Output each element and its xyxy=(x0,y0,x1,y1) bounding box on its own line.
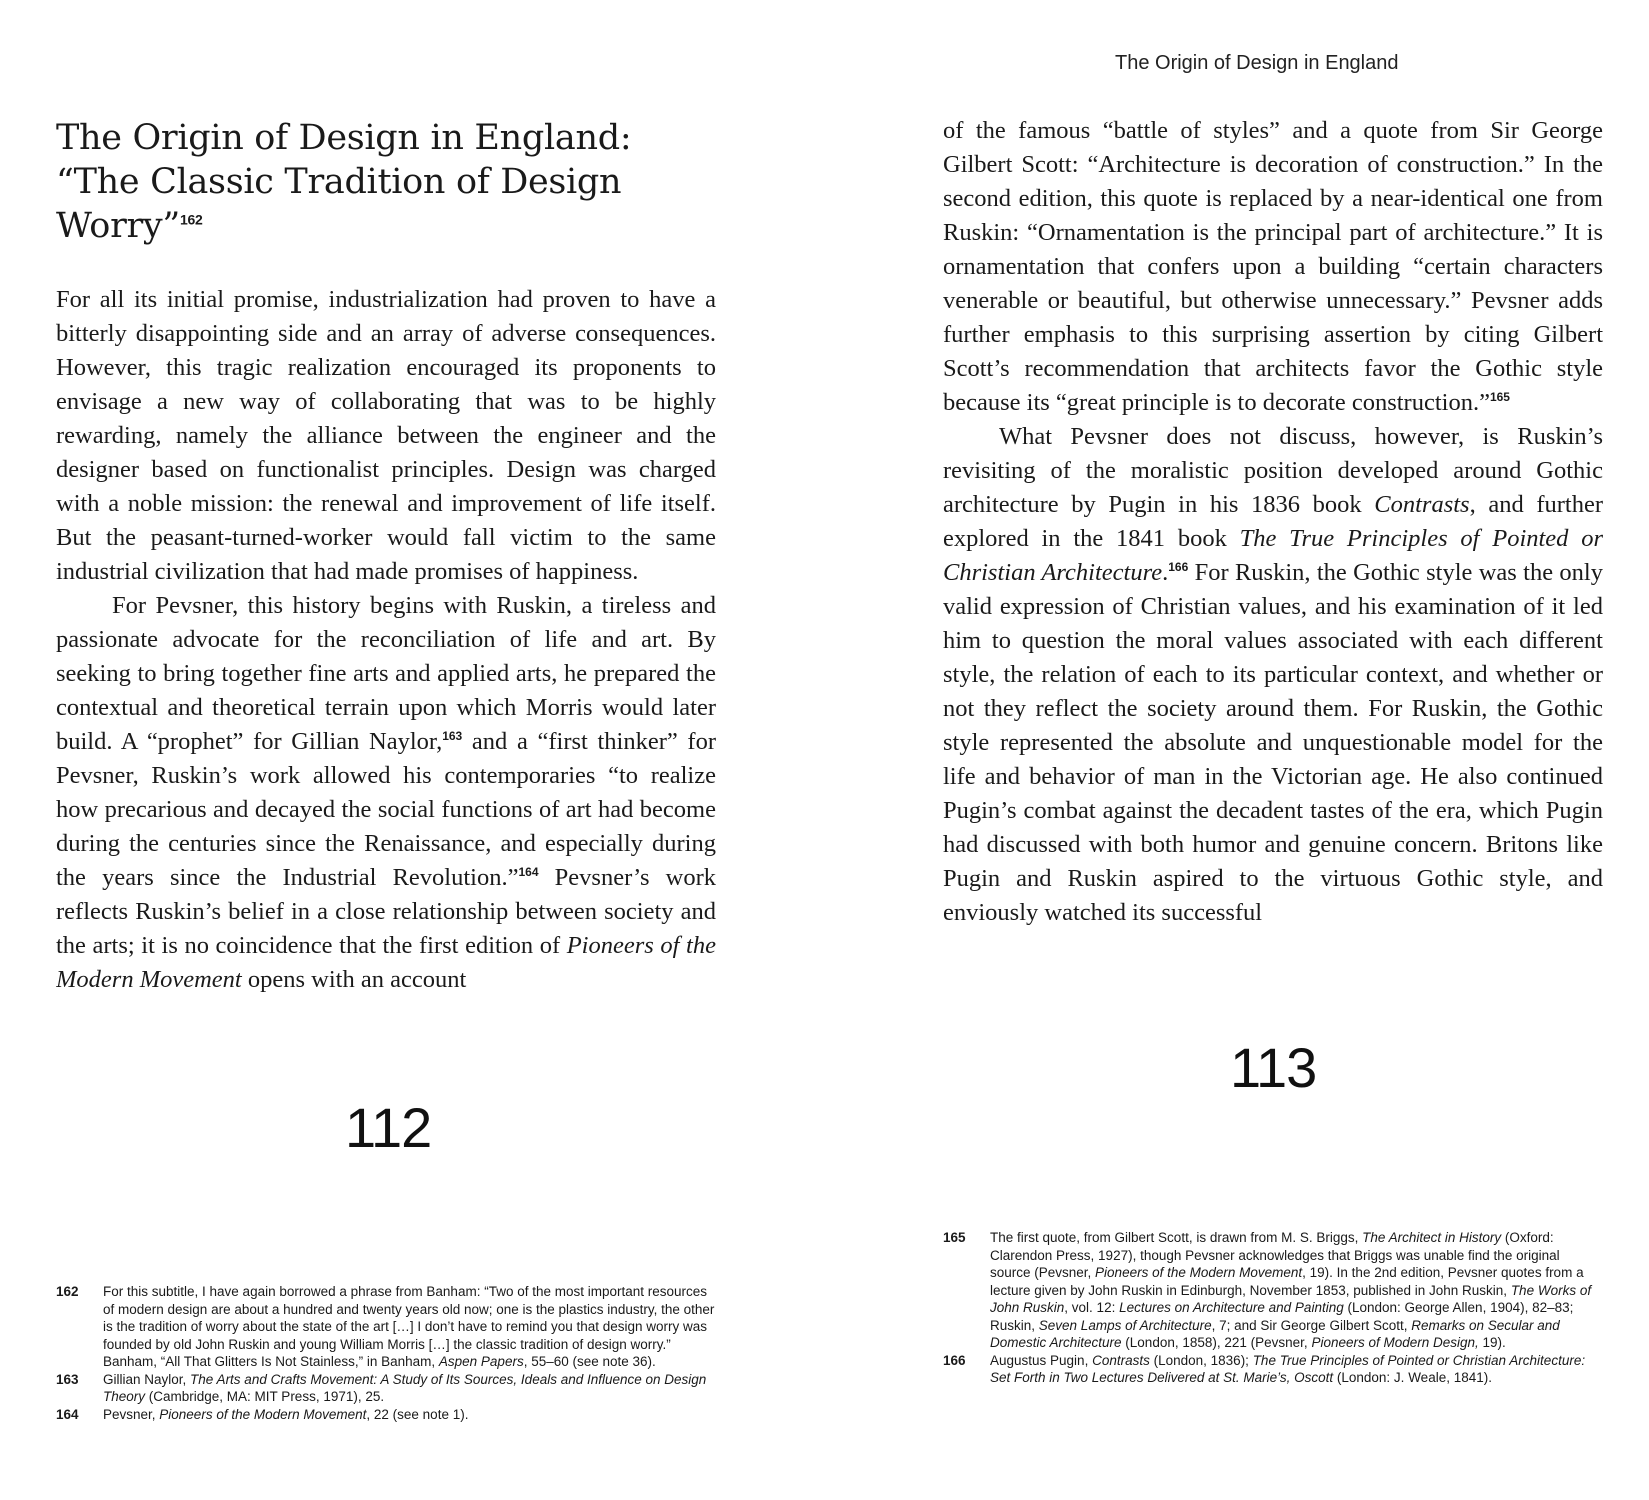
footnote-ref-162[interactable]: 162 xyxy=(180,211,203,228)
paragraph: of the famous “battle of styles” and a quote from Sir George Gilbert Scott: “Architecture is decoration of construction.” In the second edition, this quote is replaced by a near-identical one from Ruskin: “Ornamentation is the principal part of architecture.” It is ornamentation that confers upon a building “certain characters venerable or beautiful, but otherwise unnecessary.” Pevsner adds further emphasis to this surprising assertion by citing Gilbert Scott’s recommendation that architects favor the Gothic style because its “great principle is to decorate construction.”$^{165}$ xyxy=(943,117,1603,416)
footnote-number: 165 xyxy=(943,1230,966,1245)
footnote-ref-163[interactable]: 163 xyxy=(442,728,463,743)
title-line-3: Worry” xyxy=(56,206,180,246)
book-title: Contrasts xyxy=(1374,491,1470,518)
footnotes xyxy=(56,1283,716,1423)
title-line-2: “The Classic Tradition of Design xyxy=(56,162,622,202)
chapter-title xyxy=(56,116,756,248)
title-line-1: The Origin of Design in England: xyxy=(56,118,632,158)
footnote-166: 166 Augustus Pugin, Contrasts (London, 1836); The True Principles of Pointed or Christian Architecture: Set Forth in Two Lectures Delivered at St. Marie’s, Oscott (London: J. Weale, 1841). xyxy=(943,1352,1586,1385)
footnote-ref-165[interactable]: 165 xyxy=(1489,389,1510,404)
footnote-162: 162 For this subtitle, I have again borrowed a phrase from Banham: “Two of the most important resources of modern design are about a hundred and twenty years old now; one is the plastics industry, the other is the tradition of worry about the state of the art […] I don’t have to remind you that design worry was founded by old John Ruskin and young William Morris […] the classic tradition of design worry.” Banham, “All That Glitters Is Not Stainless,” in Banham, Aspen Papers, 55–60 (see note 36). xyxy=(56,1284,715,1369)
page-number: 113 xyxy=(1230,1036,1317,1099)
paragraph: What Pevsner does not discuss, however, is Ruskin’s revisiting of the moralistic position developed around Gothic architecture by Pugin in his 1836 book Contrasts, and further explored in the 1841 book The True Principles of Pointed or Christian Architecture.$^{166}$ For Ruskin, the Gothic style was the only valid expression of Christian values, and his examination of it led him to question the moral values associated with each different style, the relation of each to its particular context, and whether or not they reflect the society around them. For Ruskin, the Gothic style represented the absolute and unquestionable model for the life and behavior of man in the Victorian age. He also continued Pugin’s combat against the decadent tastes of the era, which Pugin had discussed with both humor and genuine concern. Britons like Pugin and Ruskin aspired to the virtuous Gothic style, and enviously watched its successful xyxy=(943,423,1603,926)
footnote-163: 163 Gillian Naylor, The Arts and Crafts Movement: A Study of Its Sources, Ideals and Influence on Design Theory (Cambridge, MA: MIT Press, 1971), 25. xyxy=(56,1371,707,1404)
left-page xyxy=(0,0,824,1500)
right-body-text xyxy=(943,114,1603,1044)
footnote-number: 166 xyxy=(943,1352,966,1368)
footnote-164: 164 Pevsner, Pioneers of the Modern Movement, 22 (see note 1). xyxy=(56,1406,469,1422)
footnote-number: 163 xyxy=(56,1371,79,1387)
footnote-number: 162 xyxy=(56,1284,79,1299)
book-title: Pioneers of the Modern Movement xyxy=(56,932,716,993)
footnotes xyxy=(943,1229,1603,1387)
right-page xyxy=(825,0,1649,1500)
paragraph: For all its initial promise, industrialization had proven to have a bitterly disappointing side and an array of adverse consequences. However, this tragic realization encouraged its proponents to envisage a new way of collaborating that was to be highly rewarding, namely the alliance between the engineer and the designer based on functionalist principles. Design was charged with a noble mission: the renewal and improvement of life itself. But the peasant-turned-worker would fall victim to the same industrial civilization that had made promises of happiness. xyxy=(56,286,716,585)
footnote-number: 164 xyxy=(56,1406,79,1422)
footnote-ref-164[interactable]: 164 xyxy=(518,864,539,879)
page-number: 112 xyxy=(345,1096,432,1159)
paragraph: For Pevsner, this history begins with Ruskin, a tireless and passionate advocate for the reconciliation of life and art. By seeking to bring together fine arts and applied arts, he prepared the contextual and theoretical terrain upon which Morris would later build. A “prophet” for Gillian Naylor,$^{163}$ and a “first thinker” for Pevsner, Ruskin’s work allowed his contemporaries “to realize how precarious and decayed the social functions of art had become during the centuries since the Renaissance, and especially during the years since the Industrial Revolution.”$^{164}$ Pevsner’s work reflects Ruskin’s belief in a close relationship between society and the arts; it is no coincidence that the first edition of Pioneers of the Modern Movement opens with an account xyxy=(56,592,716,993)
running-head: The Origin of Design in England xyxy=(1115,52,1399,74)
book-title: The True Principles of Pointed or Christian Architecture xyxy=(943,525,1603,586)
left-body-text xyxy=(56,283,716,1133)
footnote-ref-166[interactable]: 166 xyxy=(1168,559,1189,574)
footnote-165: 165 The first quote, from Gilbert Scott, is drawn from M. S. Briggs, The Architect in History (Oxford: Clarendon Press, 1927), though Pevsner acknowledges that Briggs was unable find the original source (Pevsner, Pioneers of the Modern Movement, 19). In the 2nd edition, Pevsner quotes from a lecture given by John Ruskin in Edinburgh, November 1853, published in John Ruskin, The Works of John Ruskin, vol. 12: Lectures on Architecture and Painting (London: George Allen, 1904), 82–83; Ruskin, Seven Lamps of Architecture, 7; and Sir George Gilbert Scott, Remarks on Secular and Domestic Architecture (London, 1858), 221 (Pevsner, Pioneers of Modern Design, 19). xyxy=(943,1230,1592,1350)
